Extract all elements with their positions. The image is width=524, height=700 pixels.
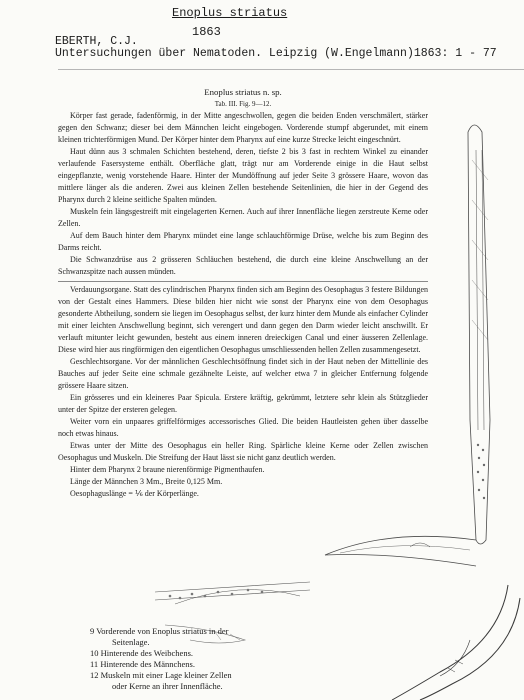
paragraph-ring: Etwas unter der Mitte des Oesophagus ein heller Ring. Spärliche kleine Kerne oder Zellen zwischen Oesophagus und Muskeln. Die Streifung der Haut lässt sie nicht ganz deutlich werden. xyxy=(58,441,428,462)
caption-text: Hinterende des Weibchens. xyxy=(100,648,194,658)
paragraph-tail-gland: Die Schwanzdrüse aus 2 grösseren Schläuchen bestehend, die durch eine kleine Anschwellung an der Schwanzspitze nach aussen münden. xyxy=(58,255,428,276)
caption-num: 11 xyxy=(90,659,99,669)
paragraph-spicula: Ein grösseres und ein kleineres Paar Spicula. Erstere kräftig, gekrümmt, letztere sehr klein als Stützglieder unter der Spitze der ersteren gelegen. xyxy=(58,393,428,414)
species-title: Enoplus striatus xyxy=(172,6,288,20)
figure-9-drawing xyxy=(468,125,490,544)
author: EBERTH, C.J. xyxy=(55,35,138,48)
caption-num: 9 xyxy=(90,626,95,636)
paragraph-digestive: Verdauungsorgane. Statt des cylindrischen Pharynx finden sich am Beginn des Oesophagus 3 festere Bildungen von der Gestalt eines Hammers. Diese bilden hier nicht wie sonst der Pharynx eine von dem Oesophagus gesonderte Abtheilung, sondern sie liegen im Oesophagus selbst, der kurz hinter dem Munde als einfacher Cylinder mit einer leichten Anschwellung beginnt, sich verengert und dann gegen den Darm wieder leicht anschwillt. Er verlauft mitunter leicht gewunden, besteht aus einem inneren dreieckigen Canal und einer äusseren Zellenlage. Diese wird hier aus ringförmigen den eigentlichen Oesophagus umschliessenden hellen Zellen zusammengesetzt. xyxy=(58,285,428,354)
caption-9 xyxy=(90,626,290,637)
figure-10-drawing xyxy=(325,536,476,566)
figure-captions xyxy=(90,626,290,692)
paragraph-skin: Haut dünn aus 3 schmalen Schichten bestehend, deren, tiefste 2 bis 3 fast in rechtem Winkel zu einander verlaufende Fasersysteme enthält. Oberfläche glatt, trägt nur am Vorderende einige in die Haut selbst eingepflanzte, wenig vorstehende Haare. Hinter der Mundöffnung auf jeder Seite 3 grössere Haare, wovon das mittlere länger als die anderen. Zwei aus kleinen Zellen bestehende Seitenlinien, die hier in der Gegend des Pharynx durch 2 kleine seitliche Spalten münden. xyxy=(58,147,428,204)
caption-text: Vorderende von Enoplus striatus in der xyxy=(96,626,229,636)
caption-11 xyxy=(90,659,290,670)
paragraph-length: Länge der Männchen 3 Mm., Breite 0,125 Mm. xyxy=(70,477,223,486)
paragraph-oesophagus-length: Oesophaguslänge = ⅙ der Körperlänge. xyxy=(70,489,199,498)
caption-12 xyxy=(90,670,290,681)
caption-num: 12 xyxy=(90,670,99,680)
paragraph-pigment: Hinter dem Pharynx 2 braune nierenförmige Pigmenthaufen. xyxy=(70,465,265,474)
caption-10 xyxy=(90,648,290,659)
paragraph-body: Körper fast gerade, fadenförmig, in der Mitte angeschwollen, gegen die beiden Enden verschmälert, stärker gegen den Schwanz; dieser bei dem Männchen leicht eingebogen. Vorderende stumpf abgerundet, mit einem kleinen trichterförmigen Mund. Der Körper hinter dem Pharynx auf eine kurze Strecke leicht eingeschnürt. xyxy=(58,111,428,144)
paragraph-muscles: Muskeln fein längsgestreift mit eingelagerten Kernen. Auch auf ihrer Innenfläche liegen zerstreute Kerne oder Zellen. xyxy=(58,207,428,228)
scanned-article xyxy=(58,86,428,500)
figure-11-drawing xyxy=(392,585,520,700)
publication-year: 1863 xyxy=(192,25,221,39)
caption-text: Muskeln mit einer Lage kleiner Zellen xyxy=(100,670,232,680)
paragraph-accessory: Weiter vorn ein unpaares griffelförmiges accessorisches Glied. Die beiden Hautleisten gehen über dasselbe noch etwas hinaus. xyxy=(58,417,428,438)
figure-12-drawing xyxy=(155,582,310,604)
paragraph-gland: Auf dem Bauch hinter dem Pharynx mündet eine lange schlauchförmige Drüse, welche bis zum Beginn des Darms reicht. xyxy=(58,231,428,252)
article-heading: Enoplus striatus n. sp. xyxy=(204,87,282,97)
caption-9-cont: Seitenlage. xyxy=(112,637,150,647)
paragraph-genital: Geschlechtsorgane. Vor der männlichen Geschlechtsöffnung findet sich in der Haut neben der Mittellinie des Bauches auf jeder Seite eine schmale gezähnelte Leiste, auf welcher etwa 7 in gleicher Entfernung folgende grössere Haare sitzen. xyxy=(58,357,428,390)
citation: Untersuchungen über Nematoden. Leipzig (W.Engelmann)1863: 1 - 77 xyxy=(55,47,497,60)
catalog-card-header xyxy=(0,0,524,72)
caption-12-cont: oder Kerne an ihrer Innenfläche. xyxy=(112,681,223,691)
header-rule xyxy=(58,69,524,70)
plate-reference: Tab. III. Fig. 9—12. xyxy=(214,100,272,108)
section-divider xyxy=(58,281,428,282)
caption-text: Hinterende des Männchens. xyxy=(100,659,195,669)
caption-num: 10 xyxy=(90,648,99,658)
